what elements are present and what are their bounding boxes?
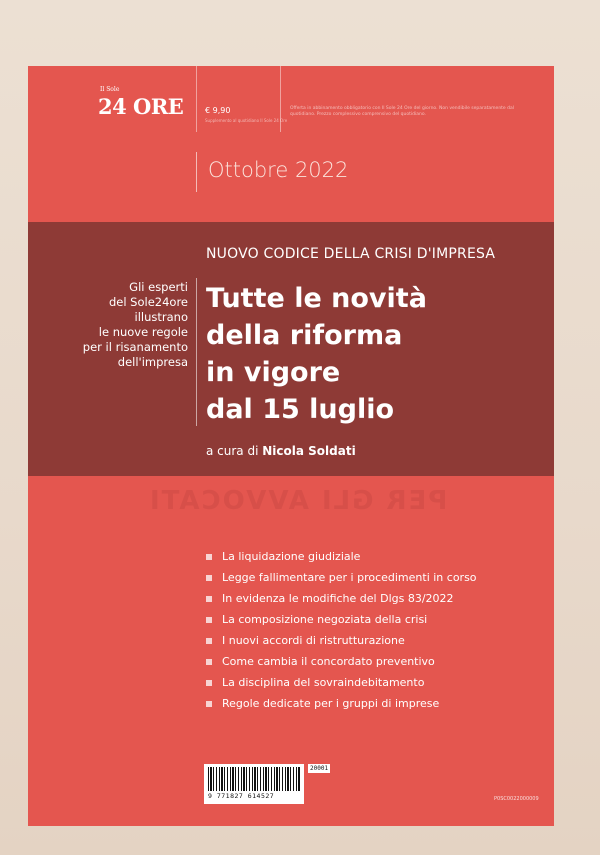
list-item-label: Legge fallimentare per i procedimenti in corso [222, 571, 477, 584]
list-item-label: Regole dedicate per i gruppi di imprese [222, 697, 440, 710]
list-item-label: I nuovi accordi di ristrutturazione [222, 634, 405, 647]
side-line: dell'impresa [117, 355, 188, 369]
list-item [206, 693, 477, 714]
list-item-label: In evidenza le modifiche del Dlgs 83/2022 [222, 592, 454, 605]
bullet-icon [206, 701, 212, 707]
price-note: Supplemento al quotidiano Il Sole 24 Ore [205, 118, 288, 123]
barcode-issue: 20001 [310, 765, 329, 772]
bullet-icon [206, 596, 212, 602]
headline-line: Tutte le novità [206, 283, 427, 314]
side-line: illustrano [134, 310, 188, 324]
headline [206, 280, 546, 428]
barcode [204, 764, 304, 804]
price: € 9,90 [205, 106, 231, 115]
list-item-label: La liquidazione giudiziale [222, 550, 361, 563]
list-item [206, 546, 477, 567]
bullet-icon [206, 575, 212, 581]
cover [28, 66, 554, 826]
side-line: Gli esperti [129, 280, 188, 294]
list-item [206, 567, 477, 588]
kicker: NUOVO CODICE DELLA CRISI D'IMPRESA [206, 246, 496, 262]
list-item-label: Come cambia il concordato preventivo [222, 655, 435, 668]
list-item-label: La composizione negoziata della crisi [222, 613, 428, 626]
masthead [28, 66, 554, 132]
bullet-icon [206, 638, 212, 644]
issue-date: Ottobre 2022 [208, 158, 349, 182]
editor-credit [206, 444, 356, 458]
headline-line: dal 15 luglio [206, 394, 395, 425]
date-divider [196, 152, 197, 192]
band-divider [196, 278, 197, 426]
logo-small-text: Il Sole [100, 86, 120, 93]
masthead-divider [196, 66, 197, 132]
list-item-label: La disciplina del sovraindebitamento [222, 676, 425, 689]
side-line: per il risanamento [82, 340, 188, 354]
list-item [206, 609, 477, 630]
side-line: le nuove regole [98, 325, 188, 339]
bullet-icon [206, 617, 212, 623]
topics-list [206, 546, 477, 714]
headline-line: della riforma [206, 320, 403, 351]
bullet-icon [206, 554, 212, 560]
side-line: del Sole24ore [108, 295, 188, 309]
bullet-icon [206, 659, 212, 665]
editor-prefix: a cura di [206, 444, 259, 458]
list-item [206, 588, 477, 609]
headline-band [28, 222, 554, 476]
list-item [206, 651, 477, 672]
brand-logo: 24 ORE [98, 94, 184, 119]
editor-name: Nicola Soldati [262, 444, 356, 458]
product-code: P0SC0022000009 [494, 796, 539, 802]
legal-notice: Offerta in abbinamento obbligatorio con Il Sole 24 Ore del giorno. Non vendibile separatamente dal quotidiano. Prezzo complessivo comprensivo del quotidiano. [290, 106, 514, 117]
headline-line: in vigore [206, 357, 341, 388]
bullet-icon [206, 680, 212, 686]
barcode-bars [208, 767, 300, 791]
bleed-through-text: PER GLI AVVOCATI [148, 486, 448, 516]
list-item [206, 630, 477, 651]
side-text [78, 280, 188, 370]
list-item [206, 672, 477, 693]
barcode-number: 9 771827 614527 [208, 792, 275, 800]
